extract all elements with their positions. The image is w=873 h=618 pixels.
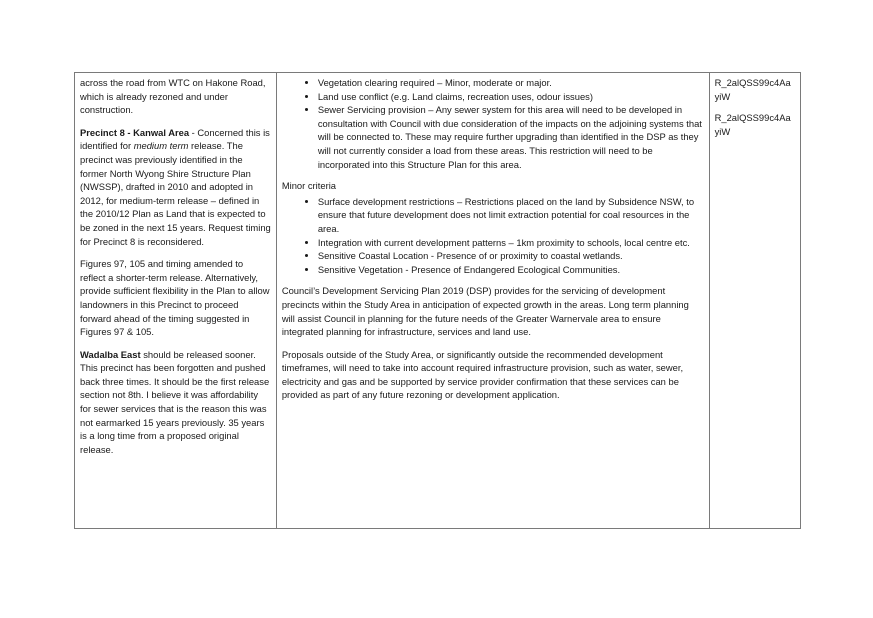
dsp-paragraph: Council’s Development Servicing Plan 2019 (DSP) provides for the servicing of development precincts within the Study Area in anticipation of expected growth in the areas. Long term planning will assist Council in planning for the future needs of the Greater Warnervale area to ensure integrated planning for infrastructure, services and land use. [281,285,689,338]
figures-paragraph: Figures 97, 105 and timing amended to reflect a shorter-term release. Alternatively, provide sufficient flexibility in the Plan to allow landowners in this Precinct to proceed forward ahead of the timing suggested in Figures 97 & 105. [80,258,270,338]
minor-criteria-title: Minor criteria [281,180,337,192]
submission-cell [75,73,277,529]
intro-paragraph: across the road from WTC on Hakone Road, which is already rezoned and under construction. [80,77,266,116]
precinct8-text-b: release. The precinct was previously identified in the former North Wyong Shire Structure Plan (NWSSP), drafted in 2010 and adopted in 2012, for medium-term release – defined in the 2010/12 Plan as Land that is expected to be zoned in the next 15 years. Request timing for Precinct 8 is reconsidered. [80,140,271,247]
list-item: • Land use conflict (e.g. Land claims, recreation uses, odour issues) [318,90,704,104]
wadalba-heading: Wadalba East [80,348,141,360]
precinct8-heading: Precinct 8 - Kanwal Area [80,126,190,138]
reference-cell [709,73,800,529]
criteria-list [282,76,704,171]
minor-criteria-list [282,195,704,277]
precinct8-italic: medium term [133,140,189,152]
wadalba-text: should be released sooner. This precinct has been forgotten and pushed back three times. It should be the first release section not 8th. I believe it was affordability for sewer services that is the reason this was not earmarked 15 years previously. 35 years is a long time from a proposed original release. [80,348,270,455]
precinct8-text-a: - Concerned this is identified for [80,126,270,152]
proposals-paragraph: Proposals outside of the Study Area, or significantly outside the recommended development timeframes, will need to take into account required infrastructure provision, such as water, sewer, electricity and gas and be supported by service provider confirmation that these services can be provided as part of any future rezoning or development application. [281,348,684,401]
list-item: • Integration with current development patterns – 1km proximity to schools, local centre etc. [318,236,704,250]
list-item: • Sewer Servicing provision – Any sewer system for this area will need to be developed in consultation with Council with due consideration of the impacts on the adjoining systems that will be connected to. These may require further upgrading than identified in the DSP as they will not currently consider a load from these areas. This restriction will need to be incorporated into this Structure Plan for this area. [318,103,704,171]
reference-id: R_2alQSS99c4AayiW [714,112,791,137]
response-cell [276,73,709,529]
table-row [75,73,801,529]
list-item: • Sensitive Coastal Location - Presence of or proximity to coastal wetlands. [318,249,704,263]
reference-id: R_2alQSS99c4AayiW [714,77,791,102]
wadalba-paragraph [80,348,271,457]
precinct8-paragraph [80,126,271,248]
list-item: • Sensitive Vegetation - Presence of Endangered Ecological Communities. [318,263,704,277]
list-item: • Vegetation clearing required – Minor, moderate or major. [318,76,704,90]
submission-table [74,72,801,529]
list-item: • Surface development restrictions – Restrictions placed on the land by Subsidence NSW, to ensure that future development does not limit extraction potential for coal resources in the area. [318,195,704,236]
